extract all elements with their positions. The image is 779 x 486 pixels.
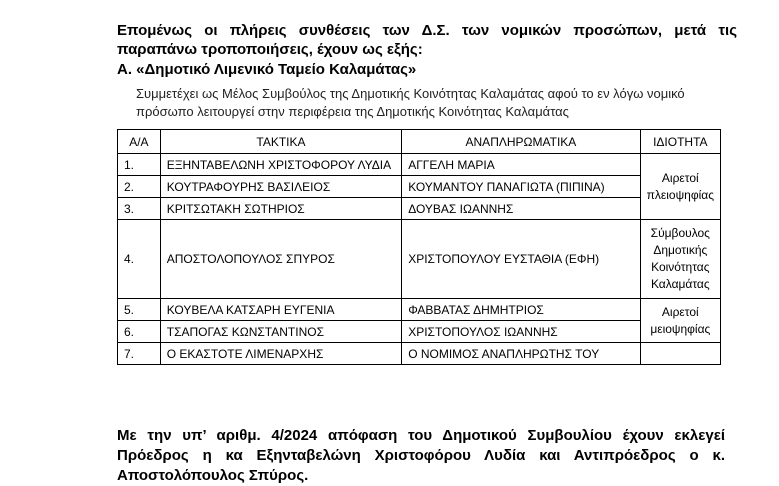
row-num: 6. xyxy=(118,321,161,343)
section-title: Α. «Δημοτικό Λιμενικό Ταμείο Καλαμάτας» xyxy=(117,61,417,78)
row-num: 1. xyxy=(118,154,161,176)
participation-note: Συμμετέχει ως Μέλος Συμβούλος της Δημοτικής Κοινότητας Καλαμάτας αφού το εν λόγω νομικό πρόσωπο λειτουργεί στην περιφέρεια της Δημοτικής Κοινότητας Καλαμάτας xyxy=(136,86,685,119)
board-members-table xyxy=(117,129,721,365)
header-num: Α/Α xyxy=(118,130,161,154)
table-row xyxy=(118,176,721,198)
header-anaplirom: ΑΝΑΠΛΗΡΩΜΑΤΙΚΑ xyxy=(402,130,640,154)
role-empty xyxy=(640,343,720,365)
role-council: Σύμβουλος Δημοτικής Κοινότητας Καλαμάτας xyxy=(640,220,720,299)
header-taktika: ΤΑΚΤΙΚΑ xyxy=(160,130,401,154)
regular-member: Ο ΕΚΑΣΤΟΤΕ ΛΙΜΕΝΑΡΧΗΣ xyxy=(160,343,401,365)
row-num: 3. xyxy=(118,198,161,220)
substitute-member: ΦΑΒΒΑΤΑΣ ΔΗΜΗΤΡΙΟΣ xyxy=(402,299,640,321)
substitute-member: ΔΟΥΒΑΣ ΙΩΑΝΝΗΣ xyxy=(402,198,640,220)
header-idiotita: ΙΔΙΟΤΗΤΑ xyxy=(640,130,720,154)
substitute-member: ΧΡΙΣΤΟΠΟΥΛΟΥ ΕΥΣΤΑΘΙΑ (ΕΦΗ) xyxy=(402,220,640,299)
substitute-member: ΚΟΥΜΑΝΤΟΥ ΠΑΝΑΓΙΩΤΑ (ΠΙΠΙΝΑ) xyxy=(402,176,640,198)
substitute-member: ΑΓΓΕΛΗ ΜΑΡΙΑ xyxy=(402,154,640,176)
table-row xyxy=(118,299,721,321)
table-row xyxy=(118,220,721,299)
substitute-member: ΧΡΙΣΤΟΠΟΥΛΟΣ ΙΩΑΝΝΗΣ xyxy=(402,321,640,343)
regular-member: ΚΡΙΤΣΩΤΑΚΗ ΣΩΤΗΡΙΟΣ xyxy=(160,198,401,220)
regular-member: ΤΣΑΠΟΓΑΣ ΚΩΝΣΤΑΝΤΙΝΟΣ xyxy=(160,321,401,343)
row-num: 7. xyxy=(118,343,161,365)
table-row xyxy=(118,321,721,343)
regular-member: ΚΟΥΤΡΑΦΟΥΡΗΣ ΒΑΣΙΛΕΙΟΣ xyxy=(160,176,401,198)
table-row xyxy=(118,154,721,176)
outro-paragraph: Με την υπ’ αριθμ. 4/2024 απόφαση του Δημοτικού Συμβουλίου έχουν εκλεγεί Πρόεδρος η κα Εξηνταβελώνη Χριστοφόρου Λυδία και Αντιπρόεδρος ο κ. Αποστολόπουλος Σπύρος. xyxy=(117,427,725,484)
table-row xyxy=(118,343,721,365)
intro-paragraph: Επομένως οι πλήρεις συνθέσεις των Δ.Σ. των νομικών προσώπων, μετά τις παραπάνω τροποποιήσεις, έχουν ως εξής: xyxy=(117,22,737,58)
role-minority: Αιρετοί μειοψηφίας xyxy=(640,299,720,343)
row-num: 4. xyxy=(118,220,161,299)
role-majority: Αιρετοί πλειοψηφίας xyxy=(640,154,720,220)
table-header-row xyxy=(118,130,721,154)
table-row xyxy=(118,198,721,220)
row-num: 5. xyxy=(118,299,161,321)
row-num: 2. xyxy=(118,176,161,198)
substitute-member: Ο ΝΟΜΙΜΟΣ ΑΝΑΠΛΗΡΩΤΗΣ ΤΟΥ xyxy=(402,343,640,365)
regular-member: ΕΞΗΝΤΑΒΕΛΩΝΗ ΧΡΙΣΤΟΦΟΡΟΥ ΛΥΔΙΑ xyxy=(160,154,401,176)
regular-member: ΑΠΟΣΤΟΛΟΠΟΥΛΟΣ ΣΠΥΡΟΣ xyxy=(160,220,401,299)
regular-member: ΚΟΥΒΕΛΑ ΚΑΤΣΑΡΗ ΕΥΓΕΝΙΑ xyxy=(160,299,401,321)
